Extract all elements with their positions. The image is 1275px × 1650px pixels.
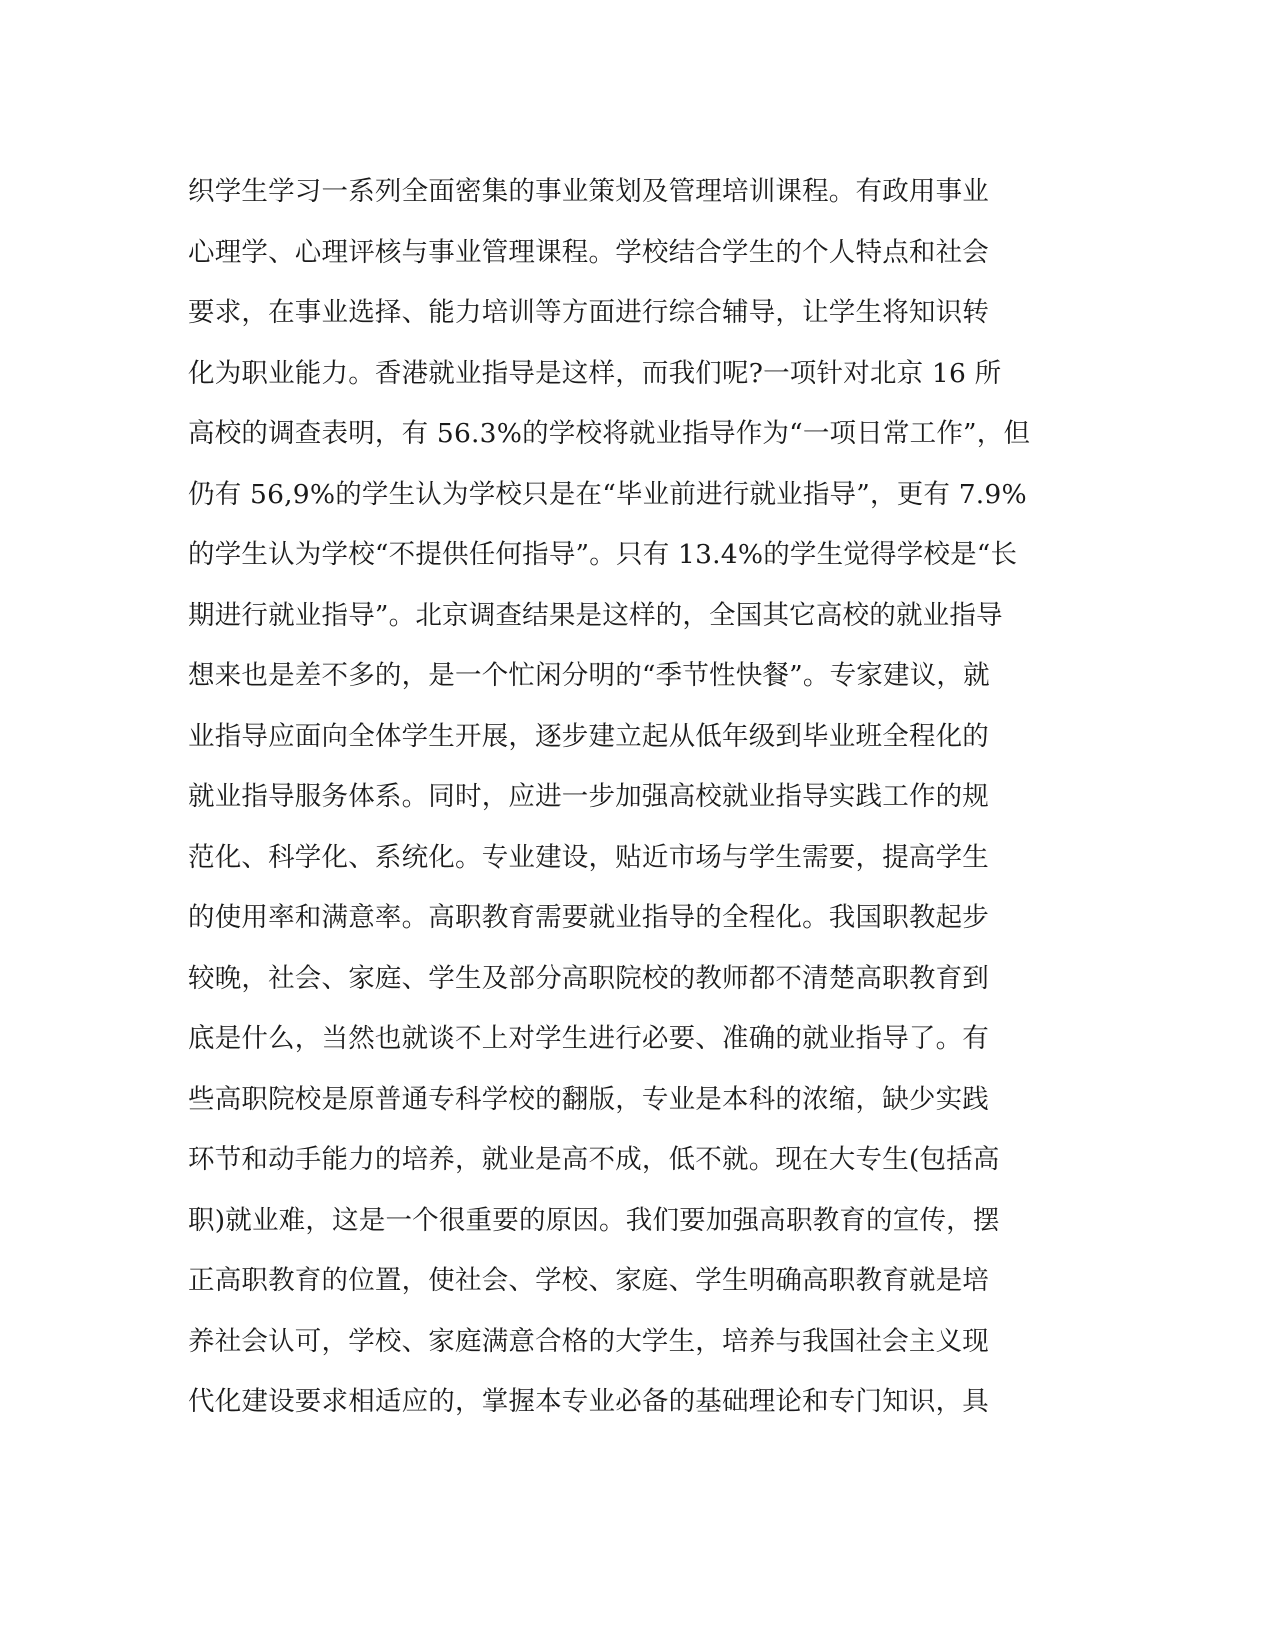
- text-line: 正高职教育的位置，使社会、学校、家庭、学生明确高职教育就是培: [188, 1265, 989, 1296]
- text-line: 就业指导服务体系。同时，应进一步加强高校就业指导实践工作的规: [188, 781, 989, 812]
- text-line: 的使用率和满意率。高职教育需要就业指导的全程化。我国职教起步: [188, 902, 989, 933]
- text-line: 代化建设要求相适应的，掌握本专业必备的基础理论和专门知识，具: [188, 1386, 989, 1417]
- text-line: 高校的调查表明，有 56.3%的学校将就业指导作为“一项日常工作”，但: [188, 418, 1031, 449]
- text-line: 的学生认为学校“不提供任何指导”。只有 13.4%的学生觉得学校是“长: [188, 539, 1018, 570]
- body-paragraph: [188, 162, 1088, 1433]
- text-line: 范化、科学化、系统化。专业建设，贴近市场与学生需要，提高学生: [188, 841, 989, 873]
- text-line: 职)就业难，这是一个很重要的原因。我们要加强高职教育的宣传，摆: [188, 1204, 1000, 1236]
- text-line: 些高职院校是原普通专科学校的翻版，专业是本科的浓缩，缺少实践: [188, 1083, 989, 1115]
- text-line: 较晚，社会、家庭、学生及部分高职院校的教师都不清楚高职教育到: [188, 962, 989, 994]
- text-line: 想来也是差不多的，是一个忙闲分明的“季节性快餐”。专家建议，就: [188, 660, 990, 691]
- text-line: 织学生学习一系列全面密集的事业策划及管理培训课程。有政用事业: [188, 176, 989, 207]
- text-line: 养社会认可，学校、家庭满意合格的大学生，培养与我国社会主义现: [188, 1325, 989, 1357]
- text-line: 业指导应面向全体学生开展，逐步建立起从低年级到毕业班全程化的: [188, 720, 989, 752]
- text-line: 化为职业能力。香港就业指导是这样，而我们呢?一项针对北京 16 所: [188, 357, 1002, 389]
- text-line: 底是什么，当然也就谈不上对学生进行必要、准确的就业指导了。有: [188, 1023, 989, 1054]
- text-line: 要求，在事业选择、能力培训等方面进行综合辅导，让学生将知识转: [188, 297, 989, 328]
- text-line: 期进行就业指导”。北京调查结果是这样的，全国其它高校的就业指导: [188, 599, 1003, 631]
- text-line: 心理学、心理评核与事业管理课程。学校结合学生的个人特点和社会: [188, 236, 989, 268]
- text-line: 仍有 56,9%的学生认为学校只是在“毕业前进行就业指导”，更有 7.9%: [188, 478, 1027, 510]
- text-line: 环节和动手能力的培养，就业是高不成，低不就。现在大专生(包括高: [188, 1144, 1000, 1175]
